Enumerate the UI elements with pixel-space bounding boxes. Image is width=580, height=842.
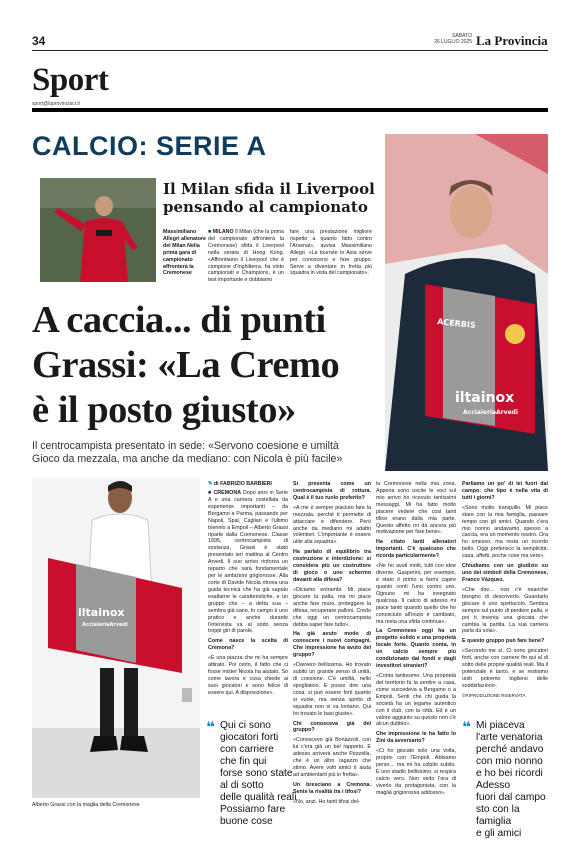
- article-column-2: [293, 481, 371, 805]
- pq-left-5: forse sono state: [220, 768, 293, 779]
- subheadline: [32, 440, 548, 466]
- section-rule: [32, 108, 548, 112]
- col4-question-3: E questo gruppo può fare bene?: [462, 638, 545, 645]
- side-sponsor-sub: AcciaieriaArvedi: [463, 409, 518, 416]
- issue-day: 26 LUGLIO 2025: [434, 39, 472, 45]
- byline-text: di FABRIZIO BARBIERI: [213, 481, 272, 487]
- presentation-photo: [385, 134, 548, 471]
- pullquote-right: [476, 720, 550, 840]
- header-rule: [32, 50, 548, 51]
- pq-right-3: perché andavo: [476, 744, 544, 755]
- allegri-photo: [40, 178, 156, 282]
- section-email: sport@laprovinciacr.it: [32, 101, 80, 107]
- headline-line-1: A caccia... di punti: [32, 299, 326, 341]
- side-sponsor-text: iltainox: [455, 390, 515, 406]
- col2-question-5: Un bresciano a Cremona. Sente la rivalità tra i tifosi?: [293, 781, 371, 795]
- col3-question-3: Che impressione le ha fatto lo Zini da avversario?: [376, 731, 456, 745]
- subhead-line-2: Gioco da mezzala, ma anche da mediano: con Nicola è più facile»: [32, 453, 343, 465]
- article-column-3: [376, 481, 456, 801]
- col2-p1: «A me è sempre piaciuto fare la mezzala, perché ti permette di attaccare e difendere. Però anche da mediano mi adatto volentieri. L'importante è essere utile alla squadra».: [293, 504, 371, 546]
- col3-question-2: La Cremonese oggi ha un progetto solido e una proprietà locale forte. Quanto conta, in un calcio sempre più condizionato dai fondi e dagli investitori stranieri?: [376, 628, 456, 670]
- quote-open-icon: ❝: [206, 718, 215, 736]
- byline: ✎ di FABRIZIO BARBIERI: [208, 481, 272, 487]
- pullquote-left: [220, 720, 300, 828]
- pq-right-5: e ho bei ricordi: [476, 768, 543, 779]
- pq-right-2: l'arte venatoria: [476, 732, 543, 743]
- top-story-column-1: ■ MILANO Il Milan (che la prima del campionato affronterà la Cremonese) sfida il Liverpool nella serata di Hong Kong. «Affrontiamo il Liverpool che è campione d'Inghilterra, ha vinto campionati e Champions, è un test importante e dobbiamo: [208, 229, 284, 284]
- col1-p2: «È una piazza che mi ha sempre attirato. Poi certo, il fatto che ci fosse mister Nicola ha aiutato. So come lavora e cosa chiede ai suoi giocatori e sono felice di essere qui. A disposizione».: [208, 655, 288, 696]
- dateline: MILANO: [212, 229, 234, 235]
- top-story-column-2: fare una prestazione migliore rispetto a quanto fatto contro l'Arsenal», avvisa Massimiliano Allegri. «La tournée in Asia serve per conoscersi e fare gruppo. Serve a diventare in fretta più squadra in vista del campionato».: [290, 229, 372, 277]
- col2-p5: «No, anzi. Ho tanti tifosi del-: [293, 798, 360, 805]
- grassi-photo: [32, 478, 200, 798]
- col3-question-1: Ha citato tanti allenatori importanti. C'è qualcuno che ricorda particolarmente?: [376, 539, 456, 560]
- col1-question-1: Come nasce la scelta di Cremona?: [208, 638, 288, 652]
- col2-question-3: Ha già avuto modo di conoscere i nuovi compagni. Che impressione ha avuto del gruppo?: [293, 631, 371, 659]
- section-title: Sport: [32, 62, 109, 98]
- newspaper-logo: La Provincia: [476, 33, 548, 48]
- col4-p2: «Che dire… non c'è neanche bisogno di descriverlo. Guardarlo giocare è uno spettacolo. Sembra sempre sul punto di perdere palla, e poi ti inventa una giocata che cambia la partita. La sua carriera parla da sola».: [462, 586, 548, 635]
- col4-question-2: Chiudiamo con un giudizio su uno dei simboli della Cremonese, Franco Vázquez.: [462, 563, 548, 583]
- top-story-caption: [163, 229, 206, 277]
- headline-line-3: è il posto giusto»: [32, 389, 296, 431]
- pq-left-7: delle qualità reali: [220, 792, 297, 803]
- col2-p3: «Davvero bellissima. Ho trovato subito un grande senso di unità, di coesione. C'è umiltà, nello spogliatoio. E posso dire una cosa: si può essere forti quanto si vuole, ma senza spirito di squadra non si va lontano. Qui ho trovato le basi giuste».: [293, 662, 371, 717]
- headline-line-2: Grassi: «La Cremo: [32, 344, 340, 386]
- top-story-title: Il Milan sfida il Liverpool pensando al campionato: [163, 180, 375, 216]
- copyright-note: ©RIPRODUZIONE RISERVATA: [462, 692, 526, 698]
- article-column-4: [462, 481, 548, 719]
- page-number: 34: [32, 34, 46, 48]
- pq-right-8: sto con la famiglia: [476, 804, 520, 827]
- pq-left-6: al di sotto: [220, 780, 264, 791]
- article-column-1: ■ CREMONA Dopo anni in Serie A e una carriera costellata da esperienze importanti – da Bergamo a Parma, passando per Napoli, Spal, Cagliari e l'ultimo triennio a Empoli – Alberto Grassi riparte dalla Cremonese. Classe 1995, centrocampista di sostanza, Grassi è stato presentato ieri mattina al Centro Arvedi. Il suo arrivo rinforza un reparto che sarà fondamentale per le ambizioni grigiorosse. Alla corte di Davide Nicola ritrova una guida tecnica che ha già saputo esaltarne le caratteristiche, e un gruppo che – a detta sua – sembra già sano. In campo è uno pratico e anche durante l'intervista va al sodo senza troppi giri di parole. Come nasce la scelta di Cremona? «È una piazza che mi ha sempre attirato. Poi certo, il fatto che ci fosse mister Nicola ha aiutato. So come lavora e cosa chiede ai suoi giocatori e sono felice di essere qui. A disposizione».: [208, 490, 288, 696]
- issue-weekday: SABATO: [452, 33, 472, 39]
- side-sleeve-text: ACERBIS: [436, 317, 477, 331]
- pq-right-7: fuori dal campo: [476, 792, 546, 803]
- pq-left-2: giocatori forti: [220, 732, 279, 743]
- quote-open-icon-right: ❝: [462, 718, 471, 736]
- caption-text: Massimiliano Allegri allenatore del Milan Nella prima gara di campionato affronterà la Cremonese: [163, 229, 206, 277]
- pq-left-8: Possiamo fare: [220, 804, 286, 815]
- article-dateline: CREMONA: [213, 490, 242, 496]
- category-title: CALCIO: SERIE A: [32, 131, 267, 161]
- pq-left-3: con carriere: [220, 744, 274, 755]
- main-headline: [32, 298, 377, 433]
- pq-right-6: Adesso: [476, 780, 510, 791]
- pq-right-1: Mi piaceva: [476, 720, 525, 731]
- photo-sponsor-sub: AcciaieriaArvedi: [82, 622, 128, 628]
- top-story-text-1: Il Milan (che la prima del campionato affronterà la Cremonese) sfida il Liverpool nella serata di Hong Kong. «Affrontiamo il Liverpool che è campione d'Inghilterra, ha vinto campionati e Champions, è un test importante e dobbiamo: [208, 229, 284, 284]
- issue-date: [428, 33, 472, 45]
- col4-p1: «Sono molto tranquillo. Mi piace stare con la mia famiglia, passare tempo con gli amici. Quando c'era mio nonno andavamo spesso a caccia, era un momento nostro. Ora ho smesso, ma resta un ricordo bello. Oggi preferisco la semplicità: casa, affetti, poche cose ma vere».: [462, 504, 548, 560]
- col3-p3: «Conta tantissimo. Una proprietà del territorio fa la sentire a casa, come succedeva a Bergamo o a Empoli. Senti che chi guida la società ha un legame autentico con il club, con la città. Ed è un valore aggiunto su questo non c'è alcun dubbio».: [376, 672, 456, 728]
- col4-question-1: Parliamo un po' di lei fuori dal campo: che tipo è nella vita di tutti i giorni?: [462, 481, 548, 501]
- pq-right-4: con mio nonno: [476, 756, 543, 767]
- col3-p2: «Ne ho avuti molti, tutti con idee diverse. Gasperini, per esempio, è stato il primo a farmi capire quanto conti l'uno contro uno. Ognuno mi ha insegnato qualcosa. Il calcio di adesso mi piace tanto quando quello che ho conosciuto all'inizio è cambiato, ma resta una sfida continua».: [376, 563, 456, 625]
- col2-p4: «Conoscevo già Bonazzoli, con lui c'era già un bel rapporto. E adesso arriverà anche Pezzella, che è un altro ragazzo che stimo. Avere volti amici ti aiuta ad ambientarti più in fretta».: [293, 737, 371, 778]
- col3-p4: «Ci ho giocato solo una volta, proprio con l'Empoli. Abbiamo perso… ma mi ha colpito subito. È uno stadio bellissimo, si respira calcio vero. Non vedo l'ora di viverlo da protagonista, con la maglia grigiorossa addosso».: [376, 748, 456, 796]
- pq-left-4: che fin qui: [220, 756, 267, 767]
- pq-left-9: buone cose: [220, 816, 273, 827]
- pq-right-9: e gli amici: [476, 828, 522, 839]
- subhead-line-1: Il centrocampista presentato in sede: «Servono coesione e umiltà: [32, 440, 339, 452]
- pq-left-1: Qui ci sono: [220, 720, 271, 731]
- col2-question-2: Ha parlato di equilibrio tra costruzione e interdizione: si considera più un costruttore di gioco o uno schermo davanti alla difesa?: [293, 549, 371, 583]
- col2-question-4: Chi conosceva già del gruppo?: [293, 720, 371, 734]
- col4-p3: «Secondo me sì. Ci sono giocatori forti, anche con carriere fin qui al di sotto delle proprie qualità reali. Ma il potenziale è tanto, e se restiamo uniti potremo togliersi delle soddisfazioni».: [462, 648, 548, 689]
- col2-p2: «Diciamo entrambi. Mi piace giocare la palla, ma mi piace anche fare muro, proteggere la difesa, recuperare palloni. Credo che oggi un centrocampista debba saper fare tutto».: [293, 586, 371, 628]
- col3-p1: la Cremonese nella mia zona. Appena sono uscite le voci sul mio arrivo ho ricevuto tantissimi messaggi. Mi ha fatto molto piacere vedere che così tanti tifosi erano dalla mia parte. Questo affetto mi dà ancora più motivazione per fare bene».: [376, 481, 456, 536]
- col2-question-1: Si presenta come un centrocampista di rottura. Qual è il tuo ruolo preferito?: [293, 481, 371, 501]
- col1-p1: Dopo anni in Serie A e una carriera costellata da esperienze importanti – da Bergamo a Parma, passando per Napoli, Spal, Cagliari e l'ultimo triennio a Empoli – Alberto Grassi riparte dalla Cremonese. Classe 1995, centrocampista di sostanza, Grassi è stato presentato ieri mattina al Centro Arvedi. Il suo arrivo rinforza un reparto che sarà fondamentale per le ambizioni grigiorosse. Alla corte di Davide Nicola ritrova una guida tecnica che ha già saputo esaltarne le caratteristiche, e un gruppo che – a detta sua – sembra già sano. In campo è uno pratico e anche durante l'intervista va al sodo senza troppi giri di parole.: [208, 490, 288, 635]
- photo-caption: Alberto Grassi con la maglia della Cremonese: [32, 802, 140, 808]
- photo-sponsor-text: iltainox: [78, 606, 125, 619]
